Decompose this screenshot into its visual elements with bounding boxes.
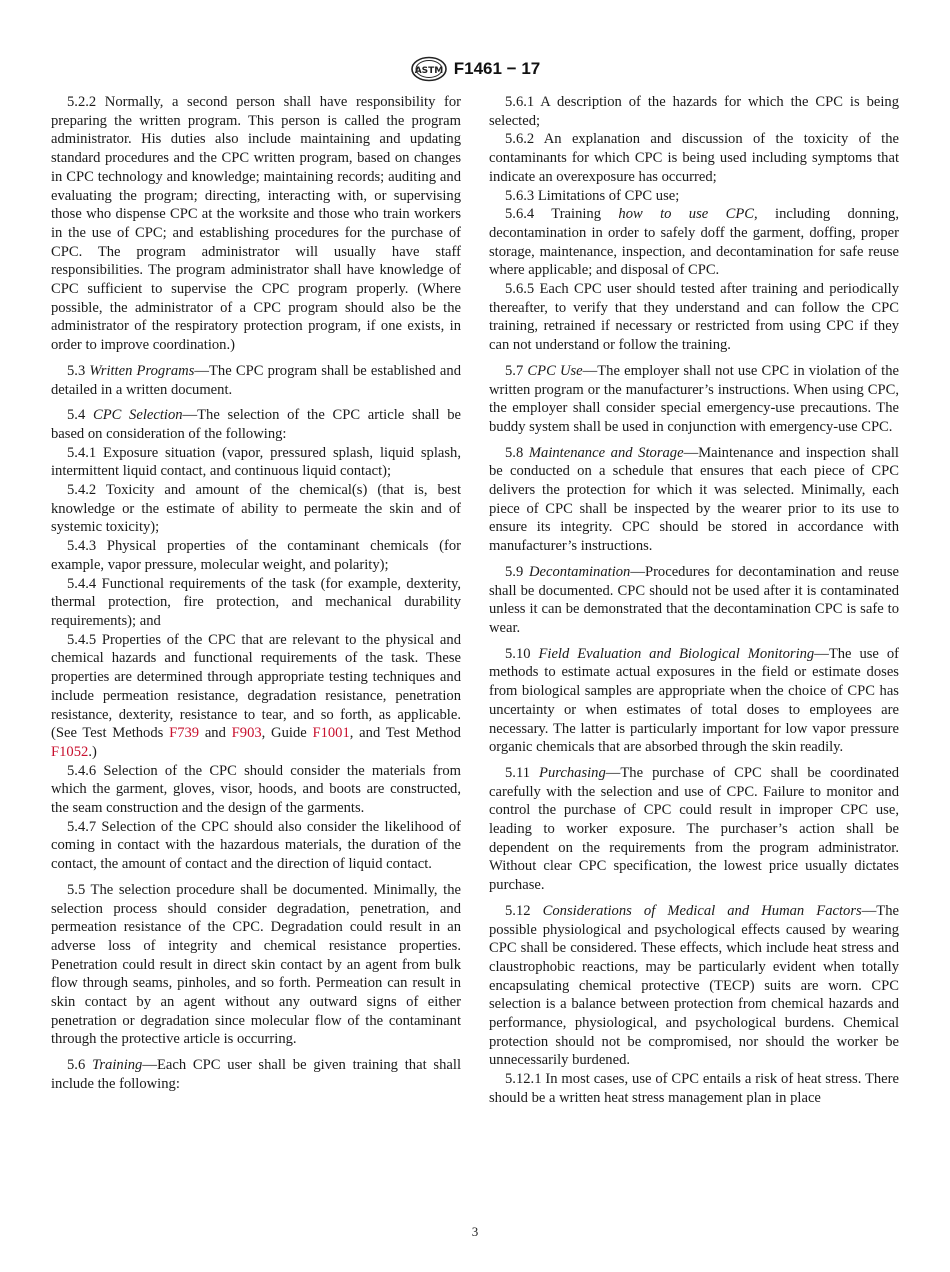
section-5-4-5: 5.4.5 Properties of the CPC that are relevant to the physical and chemical hazards and functional requirements of the task. These properties are determined through appropriate testing techniques and include permeation resistance, degradation resistance, penetration resistance, dexterity, resistance to tear, and so forth, as applicable. (See Test Methods F739 and F903, Guide F1001, and Test Method F1052.) — [51, 631, 461, 760]
section-5-6-1: 5.6.1 A description of the hazards for which the CPC is being selected; — [489, 94, 899, 129]
section-5-4-3: 5.4.3 Physical properties of the contaminant chemicals (for example, vapor pressure, molecular weight, and polarity); — [51, 538, 461, 573]
section-5-4-7: 5.4.7 Selection of the CPC should also consider the likelihood of coming in contact with the hazardous materials, the duration of the contact, the amount of contact and the direction of liquid contact. — [51, 818, 461, 873]
section-5-6-5: 5.6.5 Each CPC user should tested after training and periodically thereafter, to verify that they understand and can follow the CPC training, retrained if necessary or restricted from using CPC if they can not understand or follow the training. — [489, 281, 899, 354]
right-column — [489, 93, 899, 1108]
section-5-4-6: 5.4.6 Selection of the CPC should consider the materials from which the garment, gloves, visor, hoods, and boots are constructed, the seam construction and the design of the garments. — [51, 762, 461, 817]
astm-logo-icon — [410, 56, 448, 82]
section-5-4: 5.4 CPC Selection—The selection of the CPC article shall be based on consideration of the following: — [51, 407, 461, 442]
ref-link-f1052[interactable]: F1052 — [51, 743, 89, 760]
section-5-6-2: 5.6.2 An explanation and discussion of the toxicity of the contaminants for which CPC is being used including symptoms that indicate an overexposure has occurred; — [489, 131, 899, 185]
section-5-4-2: 5.4.2 Toxicity and amount of the chemical(s) (that is, best knowledge or the estimate of ability to permeate the skin and of systemic toxicity); — [51, 482, 461, 536]
section-5-8: 5.8 Maintenance and Storage—Maintenance and inspection shall be conducted on a schedule that ensures that each piece of CPC delivers the protection for which it was selected. Minimally, each piece of CPC shall be inspected by the wearer prior to its use to ensure its integrity. CPC should be stored in accordance with manufacturer’s instructions. — [489, 444, 899, 555]
section-5-5: 5.5 The selection procedure shall be documented. Minimally, the selection process should consider degradation, penetration, and permeation resistance of the CPC. Degradation could result in an adverse loss of integrity and chemical resistance properties. Penetration could result in direct skin contact by an agent from bulk flow through seams, pinholes, and so forth. Permeation can result in skin contact by an agent without any outward signs of either penetration or degradation since molecular flow of the contaminant through the protective article is occurring. — [51, 881, 461, 1048]
page-number: 3 — [471, 1224, 479, 1239]
section-5-10: 5.10 Field Evaluation and Biological Monitoring—The use of methods to estimate actual exposures in the field or estimate doses from biological samples are appropriate when the choice of CPC has uncertainty or when estimates of total doses to employees are necessary. The latter is particularly important for low vapor pressure organic chemicals that are absorbed through the skin readily. — [489, 645, 899, 756]
svg-text:ASTM: ASTM — [414, 66, 444, 76]
section-5-12: 5.12 Considerations of Medical and Human Factors—The possible physiological and psychological effects caused by wearing CPC shall be considered. These effects, which include heat stress and claustrophobic reactions, may be particularly evident when totally encapsulating chemical protective (TECP) suits are worn. CPC selection is a balance between protection from chemical hazards and performance, physiological, and psychological burdens. Chemical protection should not be compromised, nor should the worker be unnecessarily burdened. — [489, 902, 899, 1069]
section-5-7: 5.7 CPC Use—The employer shall not use CPC in violation of the written program or the manufacturer’s instructions. When using CPC, the employer shall consider special emergency-use precautions. The buddy system shall be used in conjunction with emergency-use CPC. — [489, 362, 899, 435]
section-5-6-4: 5.6.4 Training how to use CPC, including donning, decontamination in order to safely doff the garment, doffing, proper storage, maintenance, inspection, and decontamination for safe reuse where applicable; and disposal of CPC. — [489, 206, 899, 279]
section-5-9: 5.9 Decontamination—Procedures for decontamination and reuse shall be documented. CPC should not be used after it is contaminated unless it can be demonstrated that the decontamination CPC is safe to wear. — [489, 563, 899, 636]
ref-link-f1001[interactable]: F1001 — [312, 725, 350, 742]
section-5-2-2: 5.2.2 Normally, a second person shall have responsibility for preparing the written program. This person is called the program administrator. His duties also include maintaining and updating standard procedures and the CPC written program, based on changes in CPC technology and knowledge; maintaining records; auditing and evaluating the program; directing, interacting with, or supervising those who dispense CPC at the worksite and those who train workers in the use of CPC; and establishing procedures for the purchase of CPC. The program administrator will usually have staff responsibilities. The program administrator shall have knowledge of CPC sufficient to supervise the CPC program properly. (Where possible, the administrator of a CPC program should also be the administrator of the respiratory protection program, if one exists, in order to improve coordination.) — [51, 94, 461, 354]
section-5-6: 5.6 Training—Each CPC user shall be given training that shall include the following: — [51, 1057, 461, 1092]
section-5-4-1: 5.4.1 Exposure situation (vapor, pressured splash, liquid splash, intermittent liquid contact, and continuous liquid contact); — [51, 444, 461, 480]
page-header — [0, 56, 950, 87]
left-column — [51, 93, 461, 1094]
section-5-6-3: 5.6.3 Limitations of CPC use; — [505, 187, 680, 204]
ref-link-f739[interactable]: F739 — [169, 725, 200, 742]
ref-link-f903[interactable]: F903 — [231, 725, 262, 742]
section-5-12-1: 5.12.1 In most cases, use of CPC entails a risk of heat stress. There should be a written heat stress management plan in place — [489, 1071, 899, 1106]
document-id: F1461 − 17 — [453, 59, 541, 78]
section-5-4-4: 5.4.4 Functional requirements of the task (for example, dexterity, thermal protection, fire protection, and mechanical durability requirements); and — [51, 575, 461, 629]
section-5-3: 5.3 Written Programs—The CPC program shall be established and detailed in a written document. — [51, 362, 461, 398]
section-5-11: 5.11 Purchasing—The purchase of CPC shall be coordinated carefully with the selection and use of CPC. Failure to monitor and control the purchase of CPC could result in improper CPC use, leading to worker exposure. The purchaser’s action shall be dependent on the requirements from the program administrator. Without clear CPC specification, the lowest price usually dictates purchase. — [489, 764, 900, 894]
